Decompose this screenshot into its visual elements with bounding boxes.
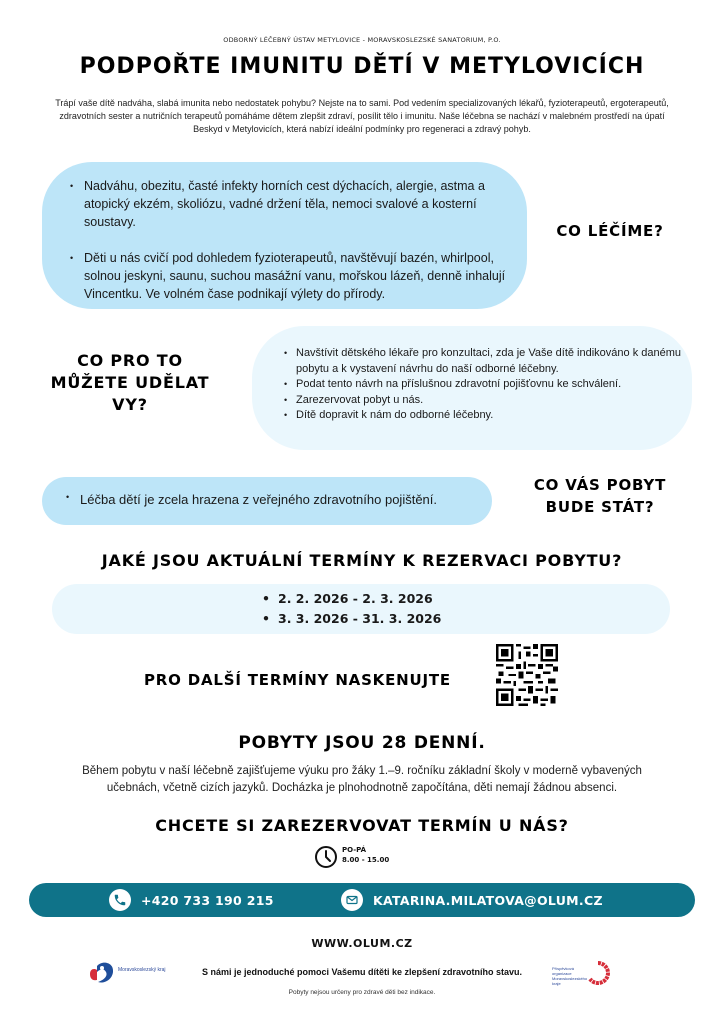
treatment-heading: CO LÉČÍME? — [556, 222, 664, 240]
list-item: • Děti u nás cvičí pod dohledem fyzioterapeutů, navštěvují bazén, whirlpool, solnou jeskyni, saunu, suchou masážní vanu, mořskou lázeň, denně inhalují Vincentku. Ve volném čase podnikají výlety do přírody. — [70, 249, 510, 303]
email-address: KATARINA.MILATOVA@OLUM.CZ — [373, 892, 603, 908]
disclaimer-note: Pobyty nejsou určeny pro zdravé děti bez indikace. — [288, 989, 436, 996]
action-heading: CO PRO TO MŮŽETE UDĚLAT VY? — [50, 351, 210, 414]
stay-length-heading: POBYTY JSOU 28 DENNÍ. — [238, 733, 486, 753]
dates-list — [262, 589, 441, 629]
school-text: Během pobytu v naší léčebně zajišťujeme výuku pro žáky 1.–9. ročníku základní školy v moderně vybavených učebnách, včetně cizích jazyků. Docházka je plnohodnotně započítána, děti nemají žádnou absenci. — [82, 765, 642, 794]
date-item: • 2. 2. 2026 - 2. 3. 2026 — [262, 589, 441, 609]
list-item: • Zarezervovat pobyt u nás. — [284, 393, 684, 409]
phone-number: +420 733 190 215 — [141, 892, 274, 908]
prispevkova-organizace-logo — [552, 958, 612, 988]
logo-left-text: Moravskoslezský kraj — [118, 967, 166, 973]
opening-time: 8.00 - 15.00 — [342, 856, 390, 864]
slogan: S námi je jednoduché pomoci Vašemu dítěti ke zlepšení zdravotního stavu. — [201, 967, 523, 977]
email-icon — [341, 889, 363, 911]
treatment-list — [70, 177, 510, 303]
qr-code-icon[interactable] — [496, 644, 558, 706]
cost-bubble — [42, 477, 492, 525]
treatment-bubble — [42, 162, 527, 309]
intro-text: Trápí vaše dítě nadváha, slabá imunita nebo nedostatek pohybu? Nejste na to sami. Pod vedením specializovaných lékařů, fyzioterapeutů, ergoterapeutů, zdravotních sester a nutričních terapeutů pomáháme dětem zlepšit zdraví, posílit tělo i imunitu. Naše léčebna se nachází v malebném prostředí na úpatí Beskyd v Metylovicích, která nabízí ideální podmínky pro regeneraci a zdravý pohyb. — [55, 98, 669, 134]
email-link[interactable] — [341, 883, 603, 917]
action-bubble — [252, 326, 692, 450]
dates-heading: JAKÉ JSOU AKTUÁLNÍ TERMÍNY K REZERVACI POBYTU? — [101, 551, 623, 570]
dates-bubble — [52, 584, 670, 634]
scan-heading: PRO DALŠÍ TERMÍNY NASKENUJTE — [144, 671, 451, 689]
phone-icon — [109, 889, 131, 911]
page-title: PODPOŘTE IMUNITU DĚTÍ V METYLOVICÍCH — [79, 54, 645, 79]
opening-hours — [342, 845, 389, 865]
list-item: • Podat tento návrh na příslušnou zdravotní pojišťovnu ke schválení. — [284, 377, 684, 393]
list-item: • Nadváhu, obezitu, časté infekty horních cest dýchacích, alergie, astma a atopický ekzém, skoliózu, vadné držení těla, nemoci svalové a kosterní soustavy. — [70, 177, 510, 231]
reservation-heading: CHCETE SI ZAREZERVOVAT TERMÍN U NÁS? — [155, 816, 569, 835]
cost-heading: CO VÁS POBYT BUDE STÁT? — [533, 476, 667, 516]
action-list — [284, 346, 684, 424]
logo-right-text: Příspěvková organizace Moravskoslezského kraje — [552, 966, 588, 986]
phone-link[interactable] — [109, 883, 274, 917]
contact-bar — [29, 883, 695, 917]
cost-text: • Léčba dětí je zcela hrazena z veřejného zdravotního pojištění. — [66, 492, 437, 507]
list-item: • Dítě dopravit k nám do odborné léčebny. — [284, 408, 684, 424]
clock-icon — [314, 845, 338, 869]
date-item: • 3. 3. 2026 - 31. 3. 2026 — [262, 609, 441, 629]
opening-days: PO-PÁ — [342, 846, 367, 854]
website-link[interactable]: WWW.OLUM.CZ — [311, 937, 413, 950]
list-item: • Navštívit dětského lékaře pro konzultaci, zda je Vaše dítě indikováno k danému pobytu a k vystavení návrhu do naší odborné léčebny. — [284, 346, 684, 377]
organization-name: ODBORNÝ LÉČEBNÝ ÚSTAV METYLOVICE - MORAVSKOSLEZSKÉ SANATORIUM, P.O. — [223, 36, 501, 44]
